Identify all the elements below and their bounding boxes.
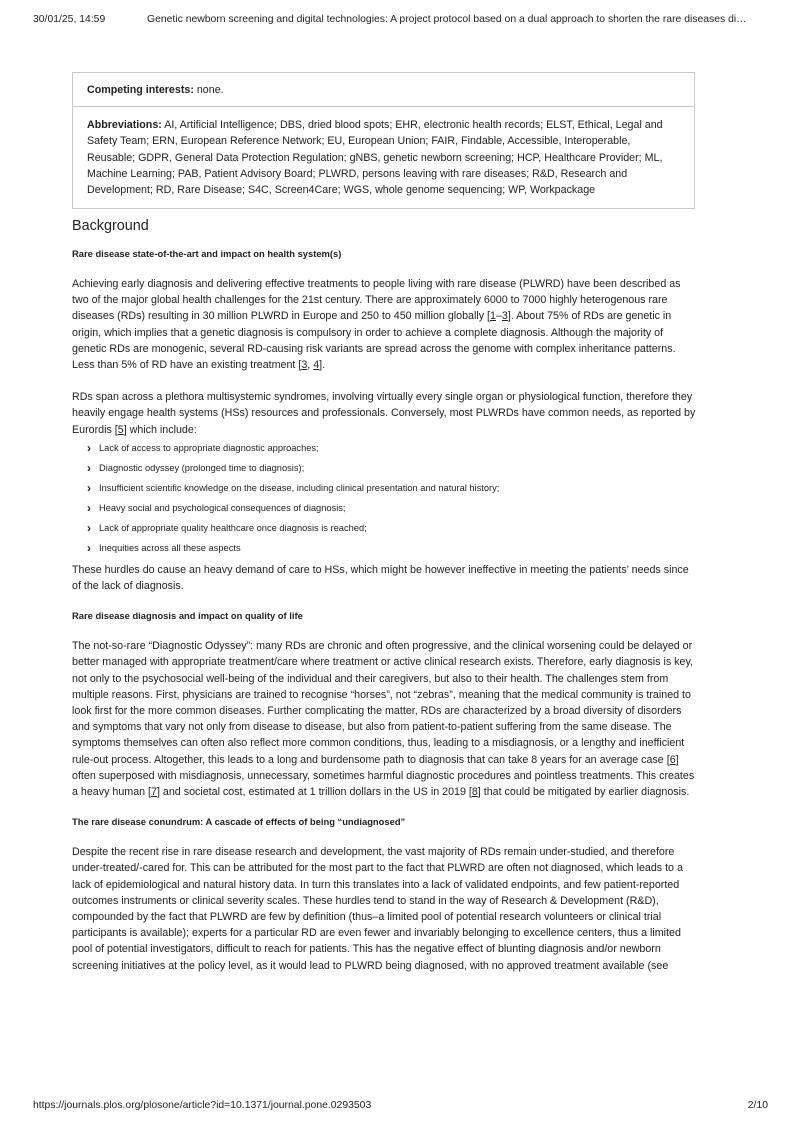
paragraph: These hurdles do cause an heavy demand of care to HSs, which might be however ineffective in meeting the patients’ needs since of the lack of diagnosis. (72, 563, 689, 593)
reference-link[interactable]: 3 (301, 359, 308, 372)
chevron-right-icon: › (87, 500, 91, 515)
info-box (72, 72, 695, 209)
subsection-title: The rare disease conundrum: A cascade of effects of being “undiagnosed” (72, 816, 406, 828)
page-url: https://journals.plos.org/plosone/article?id=10.1371/journal.pone.0293503 (33, 1100, 372, 1111)
subsection-title: Rare disease state-of-the-art and impact on health system(s) (72, 248, 342, 259)
chevron-right-icon: › (87, 460, 91, 475)
print-footer (33, 1100, 768, 1111)
abbreviations-label: Abbreviations: (87, 119, 162, 132)
abbreviations (73, 106, 694, 208)
competing-value: none. (193, 84, 224, 96)
list-item: › Lack of appropriate quality healthcare once diagnosis is reached; (87, 520, 367, 535)
page-number: 2/10 (747, 1100, 768, 1111)
reference-link[interactable]: 8 (471, 786, 478, 799)
reference-link[interactable]: 3 (501, 310, 508, 323)
chevron-right-icon: › (87, 440, 91, 455)
chevron-right-icon: › (87, 480, 91, 495)
list-item: › Heavy social and psychological consequences of diagnosis; (87, 500, 346, 515)
chevron-right-icon: › (87, 540, 91, 555)
needs-list (87, 442, 696, 554)
reference-link[interactable]: 4 (313, 359, 320, 372)
competing-label: Competing interests: (87, 84, 194, 96)
list-item: › Diagnostic odyssey (prolonged time to diagnosis); (87, 460, 305, 475)
paragraph: RDs span across a plethora multisystemic syndromes, involving virtually every single organ or physiological function, therefore they heavily engage health systems (HSs) resources and professionals. Conversely, most PLWRDs have common needs, as reported by Eurordis [5] which include: (72, 391, 696, 436)
reference-link[interactable]: 7 (151, 786, 157, 799)
abbreviations-value: AI, Artificial Intelligence; DBS, dried blood spots; EHR, electronic health records; ELST, Ethical, Legal and Safety Team; ERN, European Reference Network; EU, European Union; FAIR, Findable, Accessible, Interoperable, Reusable; GDPR, General Data Protection Regulation; gNBS, genetic newborn screening; HCP, Healthcare Provider; ML, Machine Learning; PAB, Patient Advisory Board; PLWRD, persons leaving with rare diseases; R&D, Research and Development; RD, Rare Disease; S4C, Screen4Care; WGS, whole genome sequencing; WP, Workpackage (87, 119, 663, 197)
print-title: Genetic newborn screening and digital technologies: A project protocol based on a dual approach to shorten the rare diseases di… (147, 14, 747, 25)
list-item: › Lack of access to appropriate diagnostic approaches; (87, 440, 319, 455)
paragraph: The not-so-rare “Diagnostic Odyssey”: many RDs are chronic and often progressive, and the clinical worsening could be delayed or better managed with appropriate treatment/care where treatment or active clinical research exists. Therefore, early diagnosis is key, not only to the psychosocial well-being of the individual and their caregivers, but also to their health. The challenges stem from multiple reasons. First, physicians are trained to recognise “horses”, not “zebras”, meaning that the medical community is trained to look first for the more common diseases. Further complicating the matter, RDs are characterized by a broad diversity of disorders and symptoms that vary not only from disease to disease, but also from patient-to-patient suffering from the same disease. The symptoms themselves can often also reflect more common conditions, thus, leading to a misdiagnosis, or a lengthy and inefficient rule-out process. Altogether, this leads to a long and burdensome path to diagnosis that can take 8 years for an average case [6] often superposed with misdiagnosis, unnecessary, sometimes harmful diagnostic procedures and pointless treatments. This creates a heavy human [7] and societal cost, estimated at 1 trillion dollars in the US in 2019 [8] that could be mitigated by earlier diagnosis. (72, 640, 695, 799)
print-datetime: 30/01/25, 14:59 (33, 14, 106, 25)
paragraph: Despite the recent rise in rare disease research and development, the vast majority of RDs remain under-studied, and therefore under-treated/-cared for. This can be attributed for the most part to the fact that PLWRD are often not diagnosed, which leads to a lack of epidemiological and natural history data. In turn this translates into a lack of validated endpoints, and few patient-reported outcomes instruments or clinical severity scales. These hurdles tend to stand in the way of Research & Development (R&D), compounded by the fact that PLWRD are few by definition (thus–a limited pool of potential research volunteers or clinical trial participants is available); experts for a particular RD are even fewer and invariably belonging to excellence centers, thus a limited pool of potential investigators, difficult to reach for patients. This has the negative effect of blunting diagnosis and/or newborn screening initiatives at the policy level, as it would lead to PLWRD being diagnosed, with no approved treatment available (see (72, 846, 683, 972)
list-item: › Inequities across all these aspects (87, 540, 241, 555)
reference-link[interactable]: 1 (490, 310, 496, 323)
section-title: Background (72, 218, 149, 234)
chevron-right-icon: › (87, 520, 91, 535)
reference-link[interactable]: 5 (117, 423, 124, 436)
reference-link[interactable]: 6 (669, 753, 676, 766)
list-item: › Insufficient scientific knowledge on the disease, including clinical presentation and natural history; (87, 480, 500, 495)
article-body (72, 218, 696, 974)
competing-interests (73, 73, 694, 106)
paragraph: Achieving early diagnosis and delivering effective treatments to people living with rare disease (PLWRD) have been described as two of the major global health challenges for the 21st century. There are approximately 6000 to 7000 highly heterogenous rare diseases (RDs) resulting in 30 million PLWRD in Europe and 250 to 450 million globally [1–3]. About 75% of RDs are genetic in origin, which implies that a genetic diagnosis is compulsory in order to achieve a complete diagnosis. Although the majority of genetic RDs are monogenic, several RD-causing risk variants are spread across the genome with complex inheritance patterns. Less than 5% of RD have an existing treatment [3, 4]. (72, 278, 681, 372)
subsection-title: Rare disease diagnosis and impact on quality of life (72, 610, 303, 622)
